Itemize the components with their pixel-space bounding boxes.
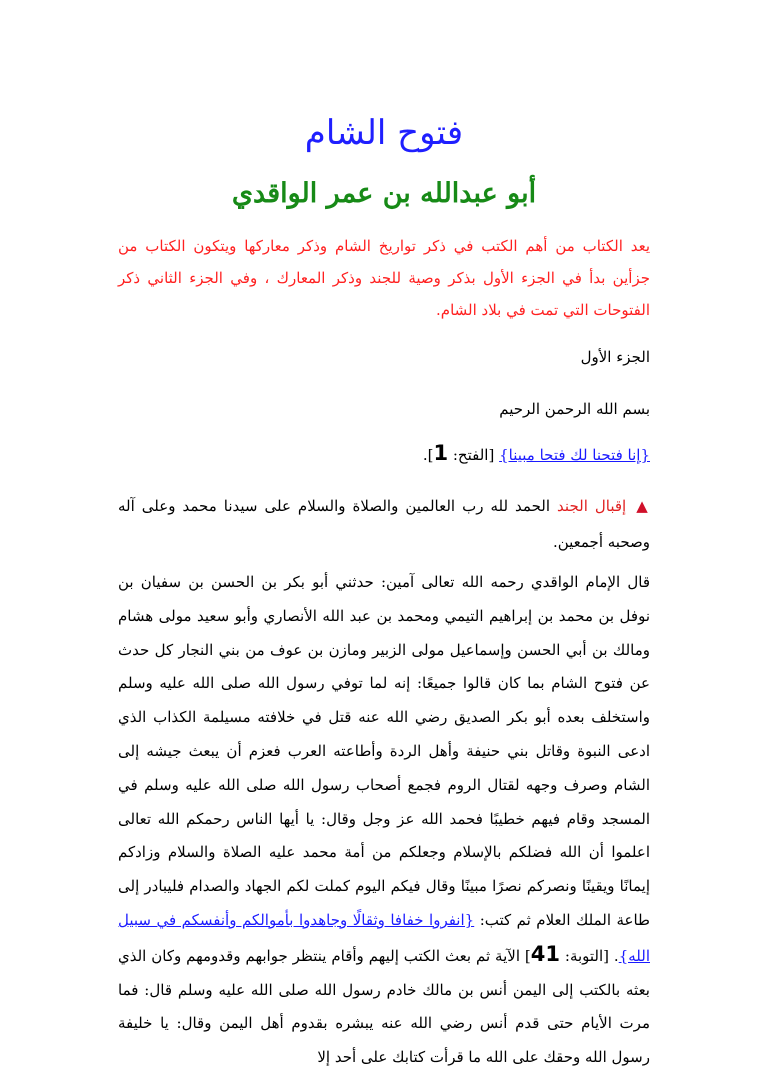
verse-link[interactable]: {إنا فتحنا لك فتحا مبينا} bbox=[499, 446, 650, 464]
verse-al-fath bbox=[118, 438, 650, 470]
verse-tawba-ref-close: ] الآية bbox=[495, 946, 531, 965]
triangle-marker-icon: ▲ bbox=[636, 497, 651, 515]
verse-ref-close: ]. bbox=[422, 446, 434, 464]
section-intro bbox=[118, 488, 650, 560]
main-text-part1: قال الإمام الواقدي رحمه الله تعالى آمين: حدثني أبو بكر بن الحسن بن سفيان بن نوفل بن محمد بن إبراهيم التيمي ومحمد بن عبد الله الأنصاري وأبو سعيد مولى هشام ومالك بن أبي الحسن وإسماعيل مولى الزبير ومازن بن عوف من بني النجار كل حدث عن فتوح الشام بما كان قالوا جميعًا: إنه لما توفي رسول الله صلى الله عليه وسلم واستخلف بعده أبو بكر الصديق رضي الله عنه قتل في خلافته مسيلمة الكذاب الذي ادعى النبوة وقاتل بني حنيفة وأهل الردة وأطاعته العرب فعزم أن يبعث جيشه إلى الشام وصرف وجهه لقتال الروم فجمع أصحاب رسول الله صلى الله عليه وسلم في المسجد وقام فيهم خطيبًا فحمد الله عز وجل وقال: يا أيها الناس رحمكم الله تعالى اعلموا أن الله فضلكم بالإسلام وجعلكم من أمة محمد عليه الصلاة والسلام وزادكم إيمانًا ويقينًا ونصركم نصرًا مبينًا وقال فيكم اليوم كملت لكم الجهاد والصدام فليبادر إلى طاعة الملك العلام ثم كتب: bbox=[118, 573, 650, 929]
section-intro-text: الحمد لله رب العالمين والصلاة والسلام على سيدنا محمد وعلى آله وصحبه أجمعين. bbox=[118, 497, 650, 551]
part-label: الجزء الأول bbox=[580, 348, 650, 366]
verse-tawba-ref-number: 41 bbox=[530, 941, 560, 966]
main-text-part2: ثم بعث الكتب إليهم وأقام ينتظر جوابهم وقدومهم وكان الذي بعثه بالكتب إلى اليمن أنس بن مالك خادم رسول الله صلى الله عليه وسلم قال: فما مرت الأيام حتى قدم أنس رضي الله عنه يبشره بقدوم أهل اليمن وقال: يا خليفة رسول الله وحقك على الله ما قرأت كتابك على أحد إلا bbox=[118, 946, 650, 1067]
verse-tawba-link[interactable]: {انفروا خفافا وثقالًا وجاهدوا بأموالكم وأنفسكم في سبيل الله} bbox=[118, 910, 650, 965]
basmala: بسم الله الرحمن الرحيم bbox=[499, 400, 650, 418]
book-title: فتوح الشام bbox=[304, 113, 464, 153]
verse-ref-open: [الفتح: bbox=[448, 446, 500, 464]
verse-tawba-ref-open: . [التوبة: bbox=[559, 946, 619, 965]
book-description: يعد الكتاب من أهم الكتب في ذكر تواريخ الشام وذكر معاركها ويتكون الكتاب من جزأين بدأ في الجزء الأول بذكر وصية للجند وذكر المعارك ، وفي الجزء الثاني ذكر الفتوحات التي تمت في بلاد الشام. bbox=[118, 237, 650, 319]
section-heading: إقبال الجند bbox=[557, 497, 627, 515]
verse-ref-number: 1 bbox=[433, 441, 449, 465]
main-text bbox=[118, 566, 650, 1075]
book-author: أبو عبدالله بن عمر الواقدي bbox=[231, 178, 537, 209]
